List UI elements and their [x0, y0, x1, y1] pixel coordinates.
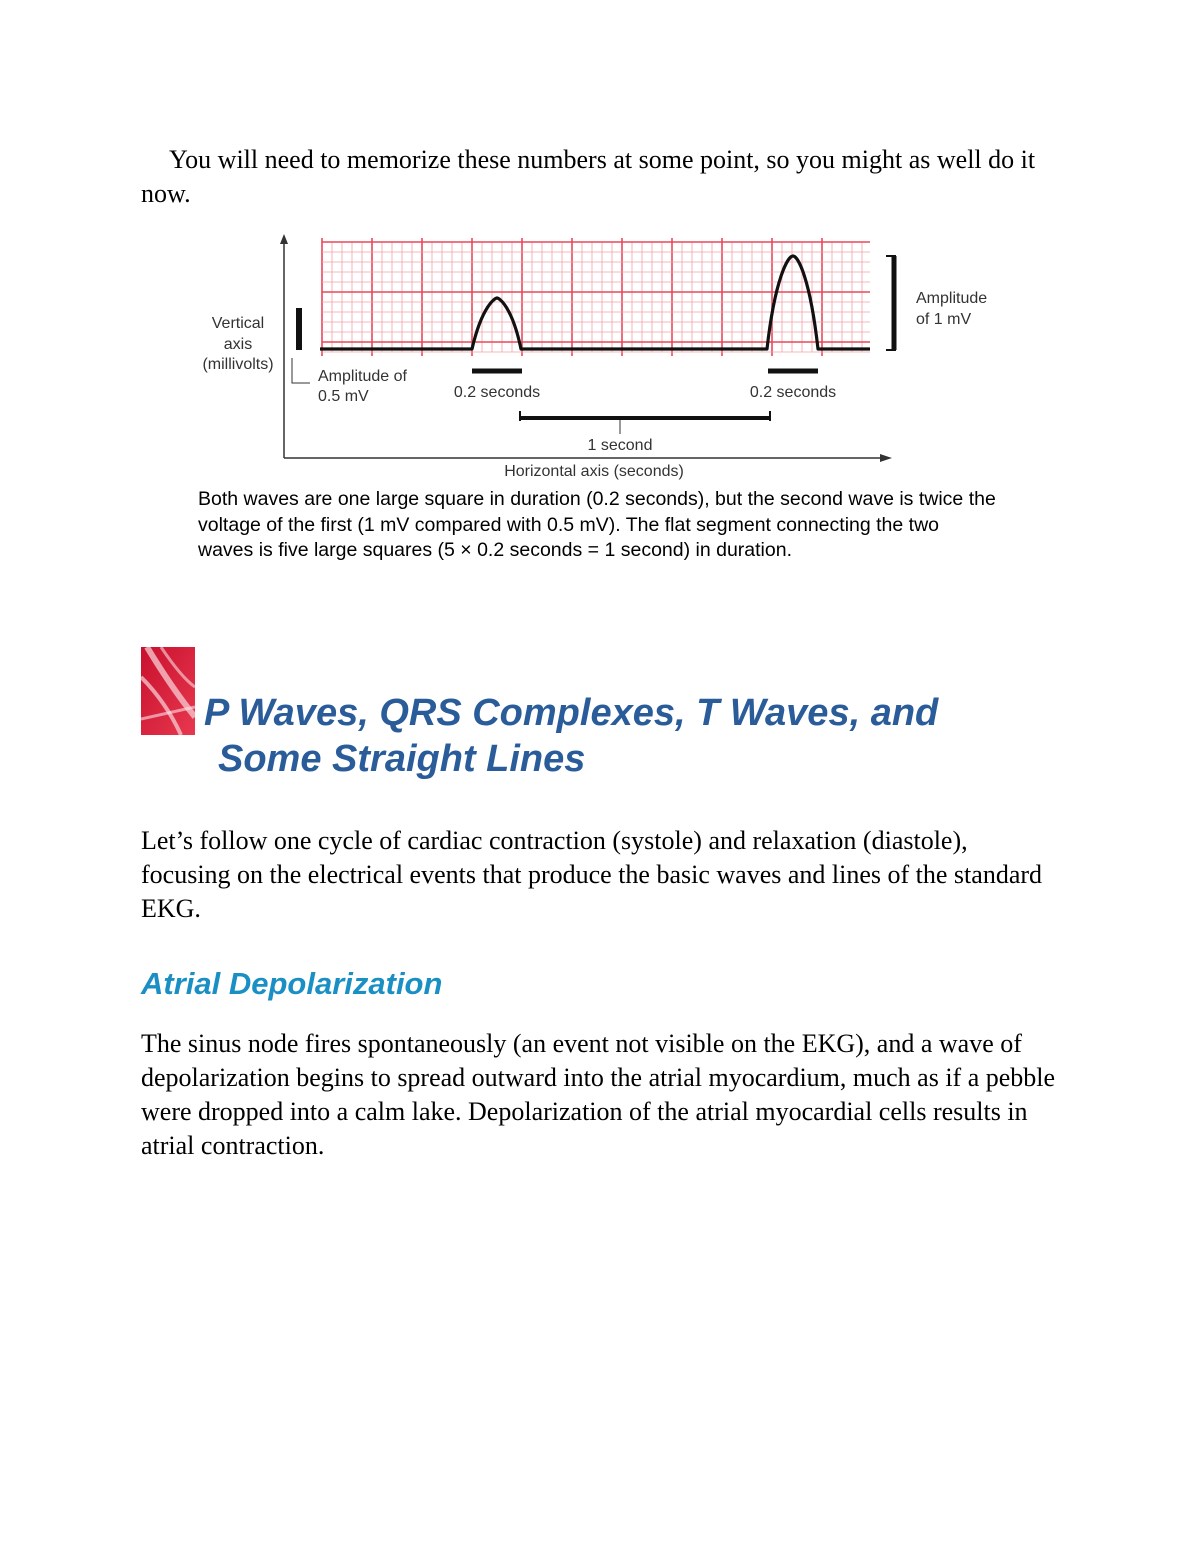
- vertical-axis-arrow-icon: [280, 234, 288, 244]
- ekg-trace: [320, 256, 870, 349]
- amplitude-small-label-1: Amplitude of: [318, 368, 407, 385]
- amplitude-large-label-1: Amplitude: [916, 290, 988, 307]
- body-paragraph-1: Let’s follow one cycle of cardiac contraction (systole) and relaxation (diastole), focusing on the electrical events that produce the basic waves and lines of the standard EKG.: [141, 826, 1043, 923]
- segment-label: 1 second: [587, 437, 653, 454]
- vertical-axis-label-1: Vertical: [211, 315, 265, 332]
- section-title-line-1: P Waves, QRS Complexes, T Waves, and: [204, 692, 939, 734]
- wave2-duration-label: 0.2 seconds: [749, 384, 837, 401]
- figure-caption: Both waves are one large square in duration (0.2 seconds), but the second wave is twice the voltage of the first (1 mV compared with 0.5 mV). The flat segment connecting the two waves is five large squares (5 × 0.2 seconds = 1 second) in duration.: [198, 488, 996, 561]
- horizontal-axis-label: Horizontal axis (seconds): [504, 463, 684, 480]
- section-title: [204, 690, 1064, 782]
- section-marker-icon: [141, 647, 195, 735]
- horizontal-axis-arrow-icon: [880, 454, 892, 462]
- ekg-amplitude-duration-figure: [190, 228, 1010, 488]
- body-paragraph-2: The sinus node fires spontaneously (an event not visible on the EKG), and a wave of depolarization begins to spread outward into the atrial myocardium, much as if a pebble were dropped into a calm lake. Depolarization of the atrial myocardial cells results in atrial contraction.: [141, 1029, 1056, 1160]
- amplitude-large-label-2: of 1 mV: [916, 311, 972, 328]
- amplitude-small-label-2: 0.5 mV: [318, 388, 369, 405]
- intro-paragraph: You will need to memorize these numbers at some point, so you might as well do it now.: [141, 145, 1036, 208]
- amplitude-small-leader: [292, 358, 310, 383]
- subheading-atrial-depolarization: Atrial Depolarization: [141, 966, 443, 1001]
- wave1-duration-label: 0.2 seconds: [453, 384, 541, 401]
- vertical-axis-label-2: axis: [223, 336, 253, 353]
- vertical-axis-label-3: (millivolts): [202, 356, 274, 373]
- section-title-line-2: Some Straight Lines: [218, 738, 586, 780]
- ekg-grid: [322, 238, 870, 356]
